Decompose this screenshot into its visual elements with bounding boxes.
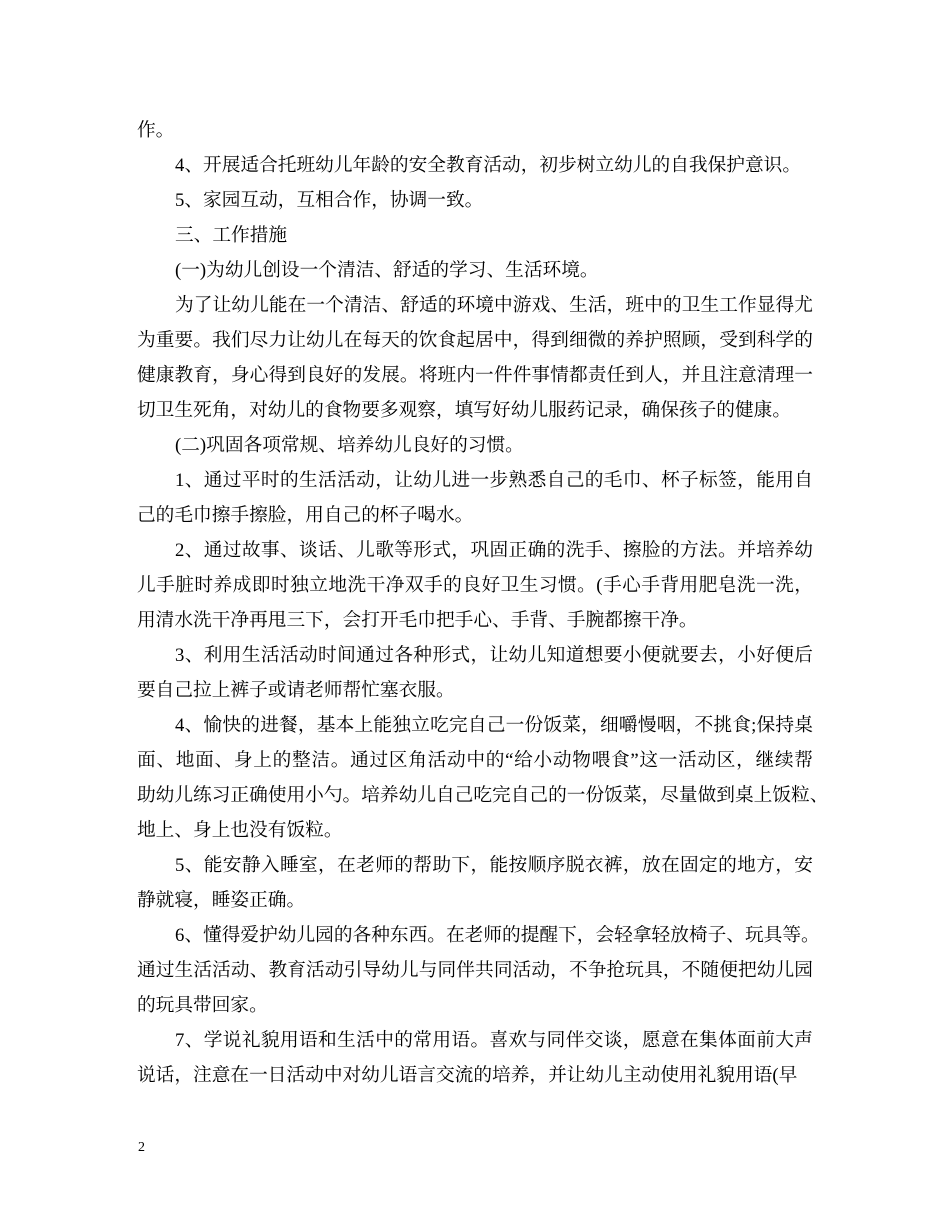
paragraph	[137, 463, 813, 533]
text-line: 儿手脏时养成即时独立地洗干净双手的良好卫生习惯。(手心手背用肥皂洗一洗，	[137, 575, 813, 596]
paragraph	[137, 428, 813, 463]
paragraph	[137, 218, 813, 253]
text-line: 6、懂得爱护幼儿园的各种东西。在老师的提醒下，会轻拿轻放椅子、玩具等。	[175, 925, 820, 946]
text-line: 2、通过故事、谈话、儿歌等形式，巩固正确的洗手、擦脸的方法。并培养幼	[175, 540, 813, 561]
paragraph	[137, 638, 813, 708]
paragraph	[137, 1023, 813, 1093]
text-line: 为了让幼儿能在一个清洁、舒适的环境中游戏、生活，班中的卫生工作显得尤	[175, 295, 813, 316]
paragraph	[137, 253, 813, 288]
paragraph	[137, 708, 829, 848]
text-line: 静就寝，睡姿正确。	[137, 890, 306, 911]
paragraph	[137, 148, 813, 183]
text-line: 4、愉快的进餐，基本上能独立吃完自己一份饭菜，细嚼慢咽，不挑食;保持桌	[175, 715, 813, 736]
text-line: 3、利用生活活动时间通过各种形式，让幼儿知道想要小便就要去，小好便后	[175, 645, 813, 666]
text-line: 健康教育，身心得到良好的发展。将班内一件件事情都责任到人，并且注意清理一	[137, 365, 813, 386]
text-line: 己的毛巾擦手擦脸，用自己的杯子喝水。	[137, 505, 474, 526]
text-line: 说话，注意在一日活动中对幼儿语言交流的培养，并让幼儿主动使用礼貌用语(早	[137, 1065, 798, 1086]
text-line: 7、学说礼貌用语和生活中的常用语。喜欢与同伴交谈，愿意在集体面前大声	[175, 1030, 813, 1051]
text-line: 地上、身上也没有饭粒。	[137, 820, 343, 841]
text-line: 通过生活活动、教育活动引导幼儿与同伴共同活动，不争抢玩具，不随便把幼儿园	[137, 960, 813, 981]
page-number: 2	[138, 1140, 145, 1155]
text-line: 面、地面、身上的整洁。通过区角活动中的“给小动物喂食”这一活动区，继续帮	[137, 750, 813, 771]
document-body	[137, 113, 829, 1093]
paragraph	[137, 848, 813, 918]
text-line: 助幼儿练习正确使用小勺。培养幼儿自己吃完自己的一份饭菜，尽量做到桌上饭粒、	[137, 785, 829, 806]
paragraph	[137, 918, 820, 1023]
text-line: 用清水洗干净再甩三下，会打开毛巾把手心、手背、手腕都擦干净。	[137, 610, 698, 631]
text-line: 切卫生死角，对幼儿的食物要多观察，填写好幼儿服药记录，确保孩子的健康。	[137, 400, 792, 421]
paragraph	[137, 288, 813, 428]
paragraph	[137, 533, 813, 638]
text-line: 5、能安静入睡室，在老师的帮助下，能按顺序脱衣裤，放在固定的地方，安	[175, 855, 813, 876]
text-line: (二)巩固各项常规、培养幼儿良好的习惯。	[175, 435, 524, 456]
text-line: 4、开展适合托班幼儿年龄的安全教育活动，初步树立幼儿的自我保护意识。	[175, 155, 802, 176]
continuation-line: 作。	[137, 120, 175, 141]
text-line: 1、通过平时的生活活动，让幼儿进一步熟悉自己的毛巾、杯子标签，能用自	[175, 470, 813, 491]
text-line: 三、工作措施	[175, 225, 288, 246]
text-line: 的玩具带回家。	[137, 995, 268, 1016]
text-line: 要自己拉上裤子或请老师帮忙塞衣服。	[137, 680, 455, 701]
paragraph	[137, 183, 813, 218]
text-line: 为重要。我们尽力让幼儿在每天的饮食起居中，得到细微的养护照顾，受到科学的	[137, 330, 813, 351]
text-line: (一)为幼儿创设一个清洁、舒适的学习、生活环境。	[175, 260, 599, 281]
text-line: 5、家园互动，互相合作，协调一致。	[175, 190, 484, 211]
